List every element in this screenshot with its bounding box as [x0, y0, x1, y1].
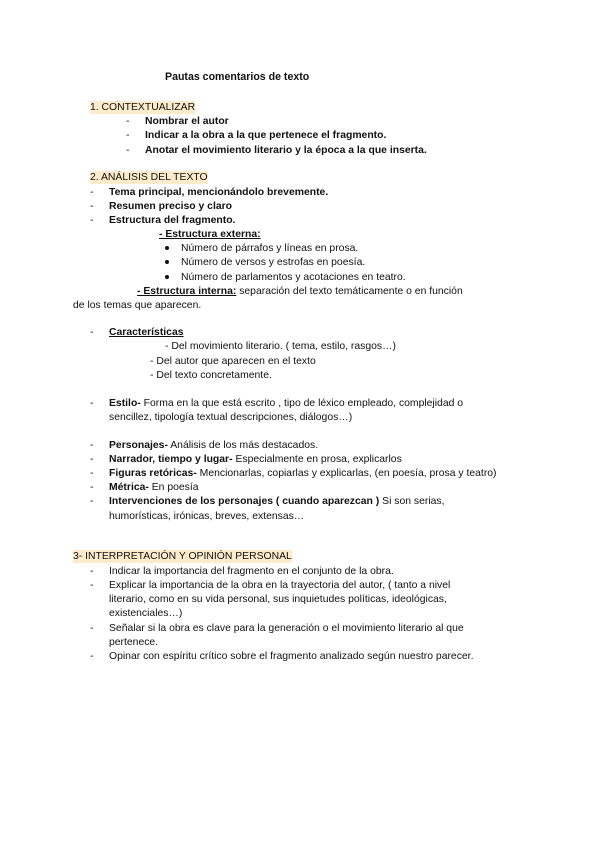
- paragraph-line: pertenece.: [109, 637, 159, 648]
- list-item: Nombrar el autor: [145, 116, 229, 127]
- dash-marker: -: [90, 398, 94, 409]
- paragraph-line: humorísticas, irónicas, breves, extensas…: [109, 511, 305, 522]
- list-item: Número de versos y estrofas en poesía.: [181, 257, 366, 268]
- list-item: Tema principal, mencionándolo brevemente.: [109, 187, 329, 198]
- bullet-dot: [165, 275, 169, 279]
- dash-marker: -: [126, 145, 130, 156]
- bullet-dot: [165, 260, 169, 264]
- style-line: [109, 397, 463, 410]
- item-label: Narrador, tiempo y lugar-: [109, 454, 233, 465]
- list-item: [109, 439, 318, 452]
- list-item: Número de parlamentos y acotaciones en teatro.: [181, 272, 406, 283]
- list-item: [109, 481, 199, 494]
- list-item: - Del movimiento literario. ( tema, estilo, rasgos…): [165, 341, 396, 352]
- list-item: Indicar a la obra a la que pertenece el fragmento.: [145, 130, 387, 141]
- list-item: Estructura del fragmento.: [109, 215, 236, 226]
- dash-marker: -: [90, 468, 94, 479]
- list-item: Opinar con espíritu crítico sobre el fragmento analizado según nuestro parecer.: [109, 651, 474, 662]
- document-title: Pautas comentarios de texto: [165, 71, 310, 83]
- dash-marker: -: [90, 496, 94, 507]
- dash-marker: -: [90, 187, 94, 198]
- paragraph-line: sencillez, tipología textual descripciones, diálogos…): [109, 412, 353, 423]
- dash-marker: -: [90, 201, 94, 212]
- dash-marker: -: [126, 130, 130, 141]
- dash-marker: -: [90, 580, 94, 591]
- list-item: Señalar si la obra es clave para la generación o el movimiento literario al que: [109, 623, 464, 634]
- dash-marker: -: [126, 116, 130, 127]
- list-item: [109, 467, 497, 480]
- list-item: [109, 495, 445, 508]
- dash-marker: -: [90, 454, 94, 465]
- list-item: Explicar la importancia de la obra en la trayectoria del autor, ( tanto a nivel: [109, 580, 451, 591]
- item-text: Si son serias,: [379, 496, 445, 507]
- item-label: Personajes-: [109, 440, 168, 451]
- item-label: Figuras retóricas-: [109, 468, 197, 479]
- paragraph-line: existenciales…): [109, 608, 183, 619]
- dash-marker: -: [90, 215, 94, 226]
- dash-marker: -: [90, 440, 94, 451]
- item-text: Mencionarlas, copiarlas y explicarlas, (en poesía, prosa y teatro): [196, 468, 497, 479]
- section-3-heading: 3- INTERPRETACIÓN Y OPINIÓN PERSONAL: [73, 551, 292, 562]
- style-label: Estilo-: [109, 398, 141, 409]
- item-label: Intervenciones de los personajes ( cuando aparezcan ): [109, 496, 380, 507]
- item-text: Especialmente en prosa, explicarlos: [232, 454, 402, 465]
- section-2-heading: 2. ANÁLISIS DEL TEXTO: [90, 172, 208, 183]
- section-1-heading: 1. CONTEXTUALIZAR: [90, 102, 196, 113]
- style-text: Forma en la que está escrito , tipo de léxico empleado, complejidad o: [140, 398, 464, 409]
- dash-marker: -: [90, 623, 94, 634]
- list-item: Número de párrafos y líneas en prosa.: [181, 243, 359, 254]
- list-item: - Del texto concretamente.: [150, 370, 272, 381]
- list-item: - Del autor que aparecen en el texto: [150, 356, 316, 367]
- dash-marker: -: [90, 482, 94, 493]
- paragraph-line: literario, como en su vida personal, sus inquietudes políticas, ideológicas,: [109, 594, 447, 605]
- internal-structure-label: - Estructura interna:: [137, 286, 237, 297]
- external-structure-label: - Estructura externa:: [159, 229, 261, 240]
- dash-marker: -: [90, 327, 94, 338]
- list-item: Indicar la importancia del fragmento en el conjunto de la obra.: [109, 566, 394, 577]
- paragraph-line: de los temas que aparecen.: [73, 300, 202, 311]
- internal-structure-line: [137, 285, 463, 298]
- internal-structure-text: separación del texto temáticamente o en función: [236, 286, 463, 297]
- item-text: En poesía: [148, 482, 199, 493]
- characteristics-label: Características: [109, 327, 184, 338]
- item-text: Análisis de los más destacados.: [167, 440, 319, 451]
- bullet-dot: [165, 246, 169, 250]
- list-item: Resumen preciso y claro: [109, 201, 233, 212]
- list-item: Anotar el movimiento literario y la época a la que inserta.: [145, 145, 427, 156]
- dash-marker: -: [90, 566, 94, 577]
- item-label: Métrica-: [109, 482, 149, 493]
- list-item: [109, 453, 402, 466]
- dash-marker: -: [90, 651, 94, 662]
